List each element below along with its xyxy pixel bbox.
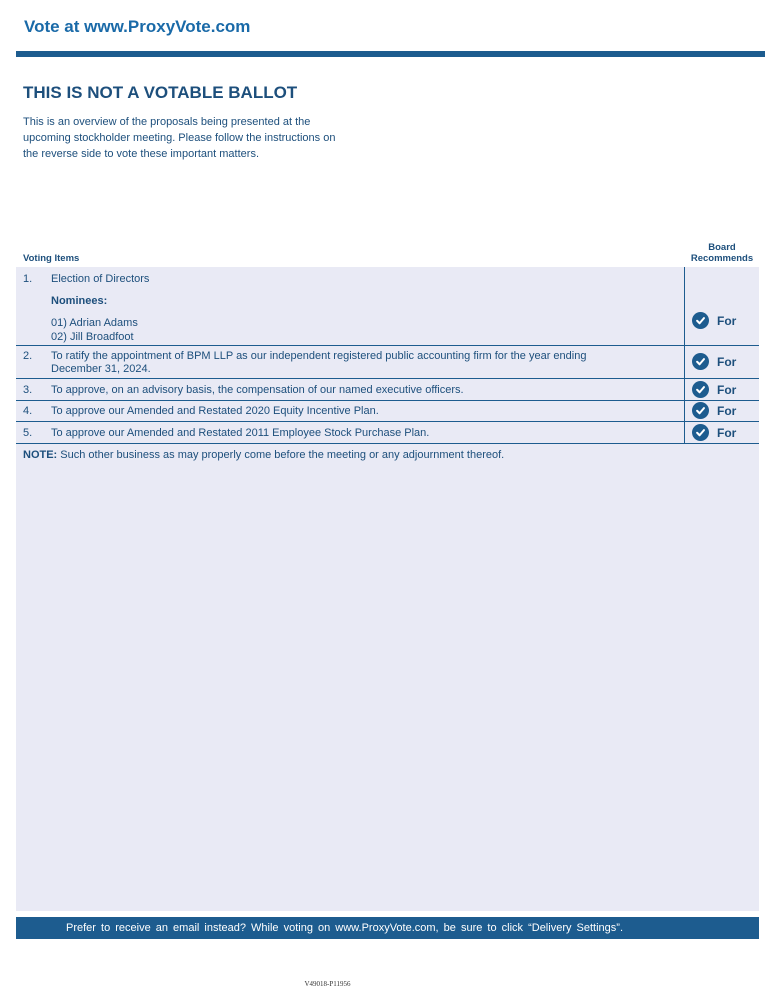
recommendation bbox=[692, 312, 736, 329]
item-number: 4. bbox=[23, 405, 33, 417]
row-divider bbox=[16, 443, 759, 444]
item-number: 1. bbox=[23, 273, 33, 285]
recommendation bbox=[692, 402, 736, 419]
checkmark-circle-icon bbox=[692, 381, 709, 398]
item-number: 5. bbox=[23, 427, 33, 439]
item-text: To approve, on an advisory basis, the compensation of our named executive officers. bbox=[51, 384, 464, 396]
nominee: 02) Jill Broadfoot bbox=[51, 331, 134, 343]
intro-line: upcoming stockholder meeting. Please follow the instructions on bbox=[23, 132, 336, 144]
nominee: 01) Adrian Adams bbox=[51, 317, 138, 329]
top-rule bbox=[16, 51, 765, 57]
checkmark-circle-icon bbox=[692, 402, 709, 419]
board-header-line: Recommends bbox=[690, 253, 754, 264]
document-code: V49018-P11956 bbox=[304, 980, 351, 988]
item-text bbox=[51, 350, 586, 376]
item-text: To approve our Amended and Restated 2020 Equity Incentive Plan. bbox=[51, 405, 379, 417]
intro-line: This is an overview of the proposals being presented at the bbox=[23, 116, 311, 128]
board-header-line: Board bbox=[708, 242, 736, 253]
email-delivery-banner: Prefer to receive an email instead? While voting on www.ProxyVote.com, be sure to click “Delivery Settings”. bbox=[16, 917, 759, 939]
recommendation-label: For bbox=[717, 382, 737, 397]
item-text-line: To ratify the appointment of BPM LLP as our independent registered public accounting firm for the year ending bbox=[51, 350, 587, 362]
item-number: 3. bbox=[23, 384, 33, 396]
recommendation bbox=[692, 424, 736, 441]
column-header-voting-items: Voting Items bbox=[23, 253, 80, 264]
column-divider bbox=[684, 267, 685, 443]
note-text: Such other business as may properly come before the meeting or any adjournment thereof. bbox=[57, 449, 505, 461]
row-divider bbox=[16, 421, 759, 422]
nominees-label: Nominees: bbox=[51, 295, 108, 307]
recommendation bbox=[692, 381, 736, 398]
item-text: Election of Directors bbox=[51, 273, 150, 285]
row-divider bbox=[16, 400, 759, 401]
recommendation bbox=[692, 353, 736, 370]
site-title[interactable]: Vote at www.ProxyVote.com bbox=[24, 17, 251, 36]
intro-text bbox=[23, 114, 373, 162]
intro-line: the reverse side to vote these important matters. bbox=[23, 148, 260, 160]
column-header-board-recommends bbox=[686, 242, 758, 264]
recommendation-label: For bbox=[717, 425, 737, 440]
row-divider bbox=[16, 378, 759, 379]
checkmark-circle-icon bbox=[692, 424, 709, 441]
checkmark-circle-icon bbox=[692, 353, 709, 370]
item-text: To approve our Amended and Restated 2011 Employee Stock Purchase Plan. bbox=[51, 427, 430, 439]
recommendation-label: For bbox=[717, 354, 737, 369]
item-text-line: December 31, 2024. bbox=[51, 363, 151, 375]
ballot-heading: THIS IS NOT A VOTABLE BALLOT bbox=[23, 83, 298, 102]
recommendation-label: For bbox=[717, 403, 737, 418]
note-label: NOTE: bbox=[23, 449, 58, 461]
item-number: 2. bbox=[23, 350, 33, 362]
recommendation-label: For bbox=[717, 313, 737, 328]
row-divider bbox=[16, 345, 759, 346]
note bbox=[23, 449, 504, 461]
checkmark-circle-icon bbox=[692, 312, 709, 329]
